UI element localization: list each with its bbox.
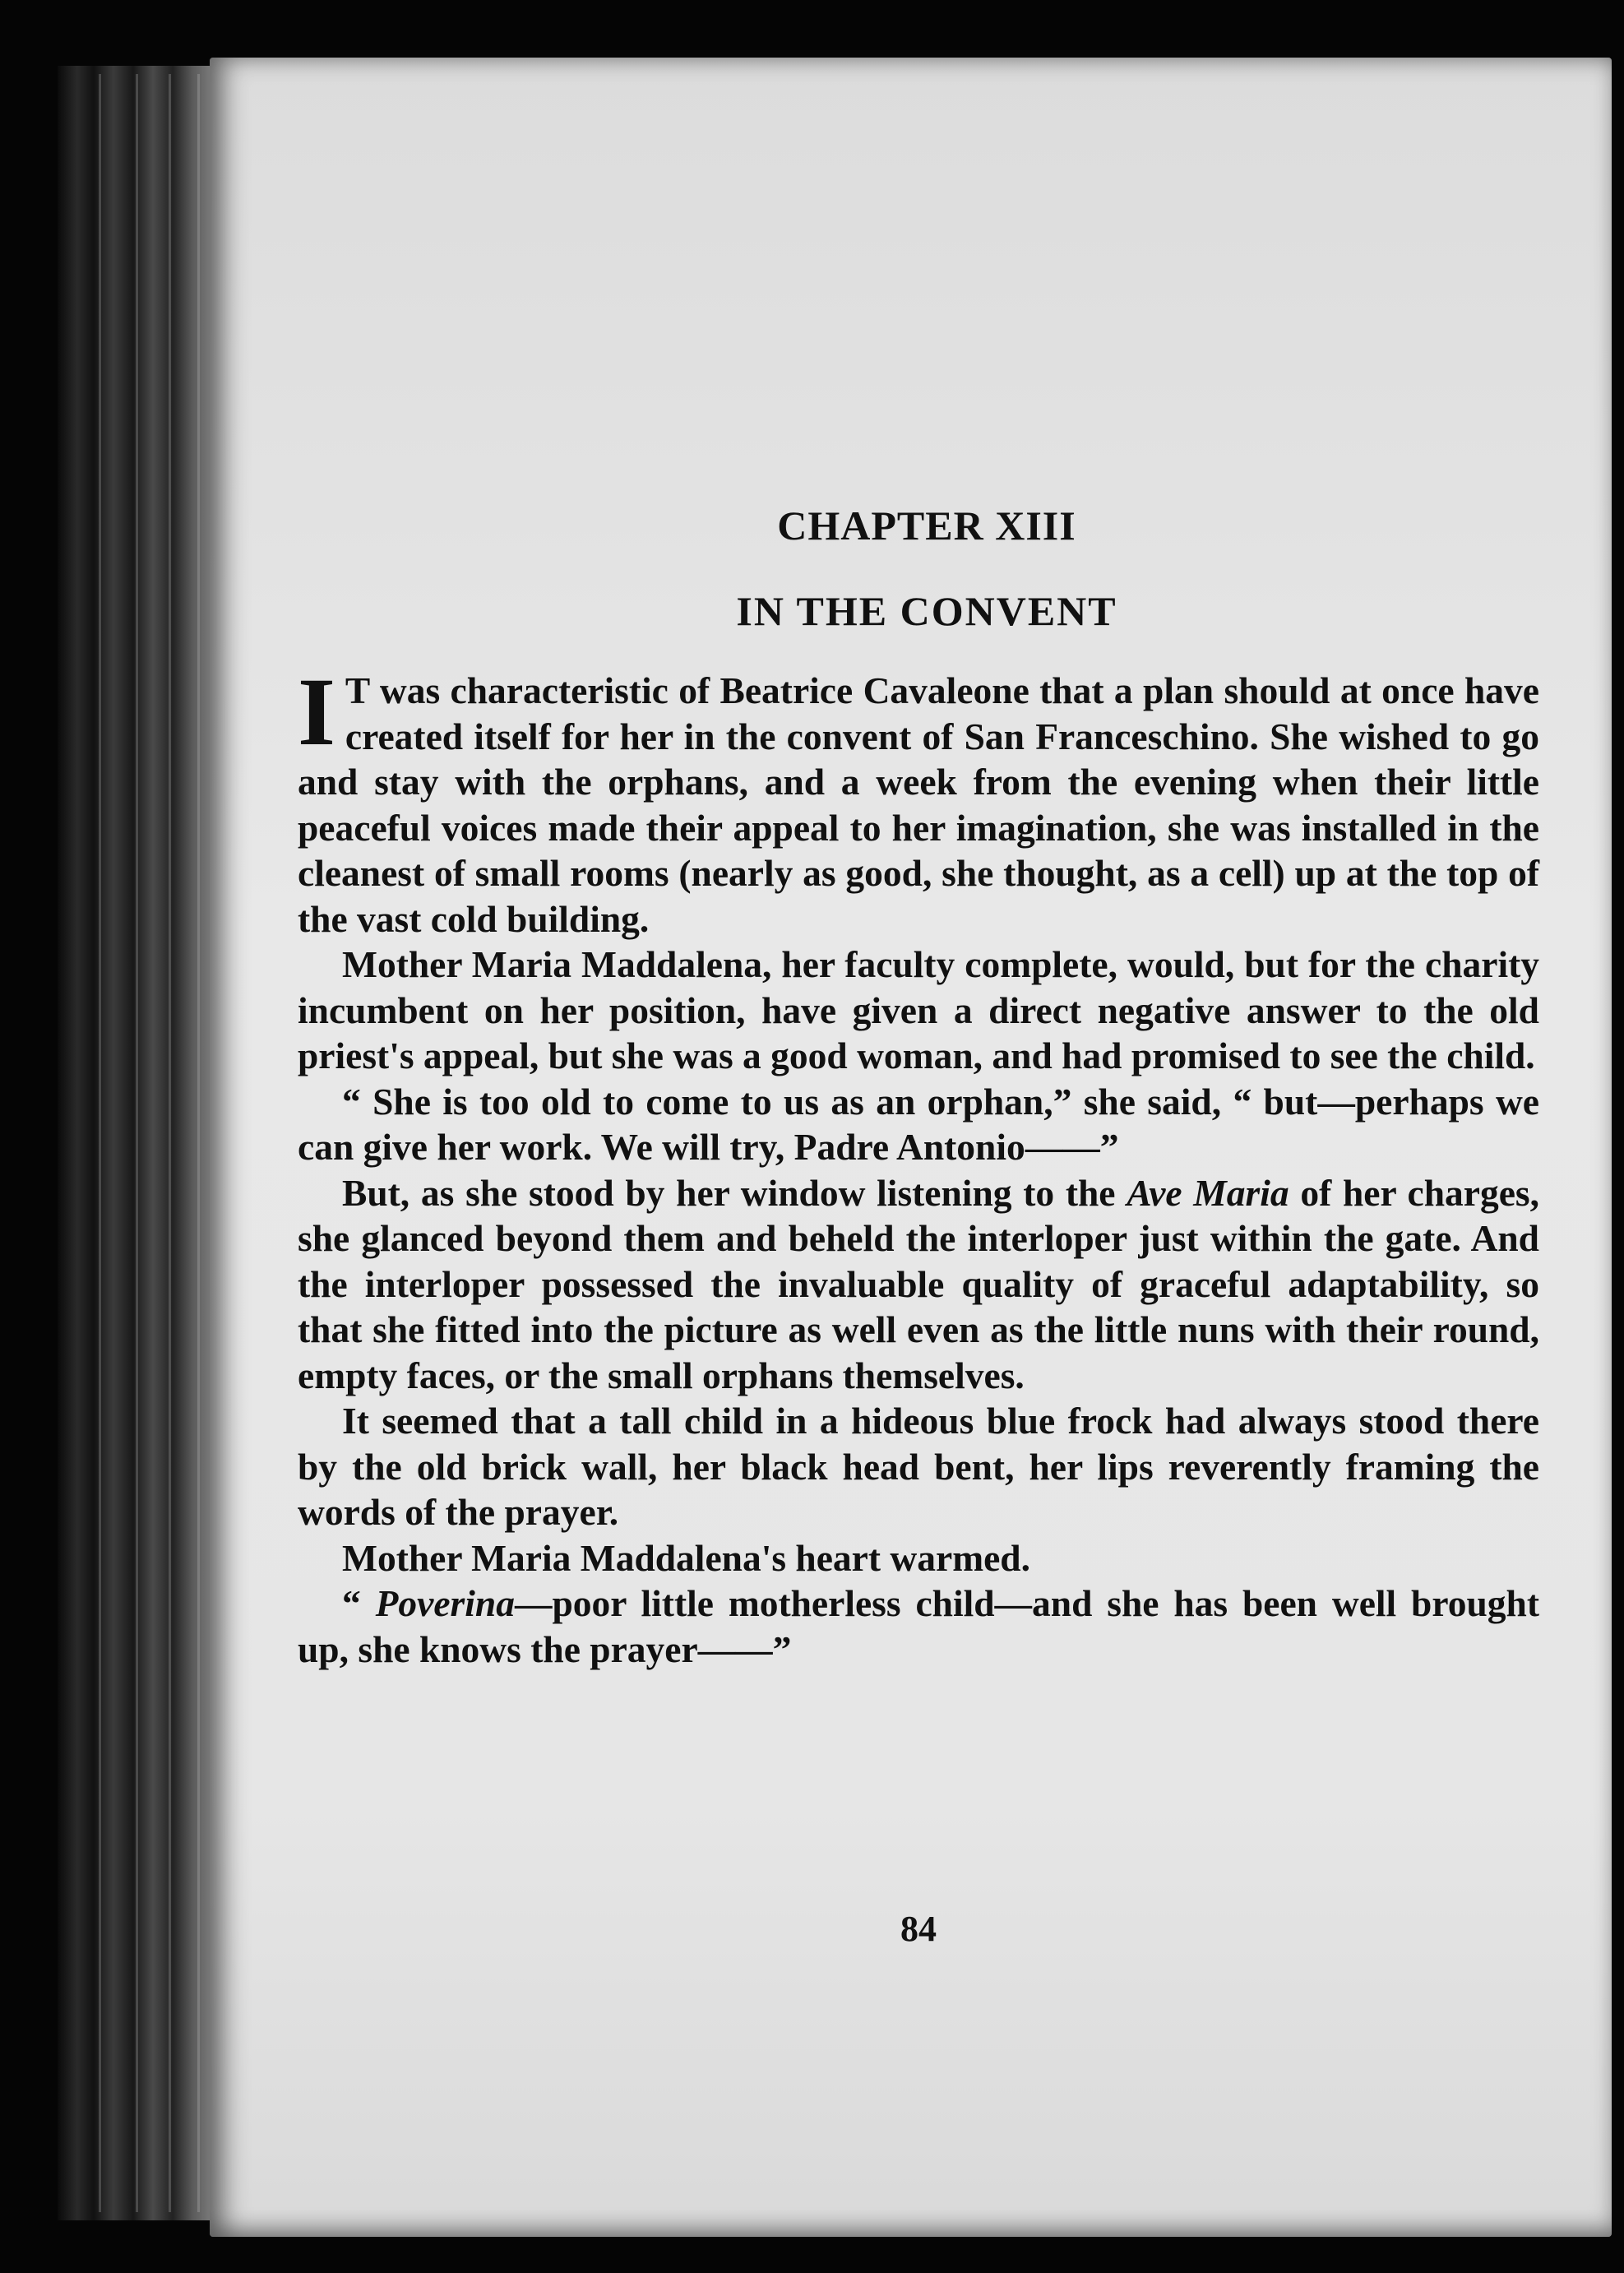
paragraph-7 [298, 1581, 1539, 1672]
chapter-title: IN THE CONVENT [736, 588, 1117, 634]
paragraph-7-text: —poor little motherless child—and she has been well brought up, she knows the prayer——” [298, 1582, 1539, 1670]
paragraph-4-text-a: But, as she stood by her window listening to the [342, 1171, 1127, 1214]
paragraph-4-text-b: of her charges, she glanced beyond them and beheld the interloper just within the gate. And the interloper possessed the invaluable quality of graceful adaptability, so that she fitted into the picture as well even as the little nuns with their round, empty faces, or the small orphans themselves. [298, 1171, 1540, 1396]
edge-line [169, 74, 171, 2212]
page-number: 84 [900, 1909, 937, 1949]
paragraph-1-text: T was characteristic of Beatrice Cavaleone that a plan should at once have created itself for her in the convent of San Franceschino. She wished to go and stay with the orphans, and a week from the evening when their little peaceful voices made their appeal to her imagination, she was installed in the cleanest of small rooms (nearly as good, she thought, as a cell) up at the top of the vast cold building. [298, 669, 1539, 940]
paragraph-3: “ She is too old to come to us as an orphan,” she said, “ but—perhaps we can give her work. We will try, Padre Antonio——” [298, 1080, 1539, 1168]
page-content [298, 502, 1540, 1949]
ave-maria-italic: Ave Maria [1127, 1171, 1289, 1214]
paragraph-2: Mother Maria Maddalena, her faculty complete, would, but for the charity incumbent on her position, have given a direct negative answer to the old priest's appeal, but she was a good woman, and had promised to see the child. [298, 943, 1539, 1076]
poverina-italic: Poverina [375, 1582, 515, 1624]
drop-cap: I [298, 658, 335, 766]
paragraph-5: It seemed that a tall child in a hideous blue frock had always stood there by the old brick wall, her black head bent, her lips reverently framing the words of the prayer. [298, 1400, 1539, 1533]
paragraph-1 [298, 658, 1539, 942]
paragraph-7-quote: “ [342, 1582, 376, 1624]
paragraph-6: Mother Maria Maddalena's heart warmed. [342, 1536, 1030, 1579]
chapter-number: CHAPTER XIII [777, 502, 1076, 549]
paragraph-4 [298, 1170, 1539, 1399]
edge-line [136, 74, 138, 2212]
chapter-body [298, 658, 1540, 1672]
edge-line [197, 74, 200, 2212]
edge-line [99, 74, 101, 2212]
